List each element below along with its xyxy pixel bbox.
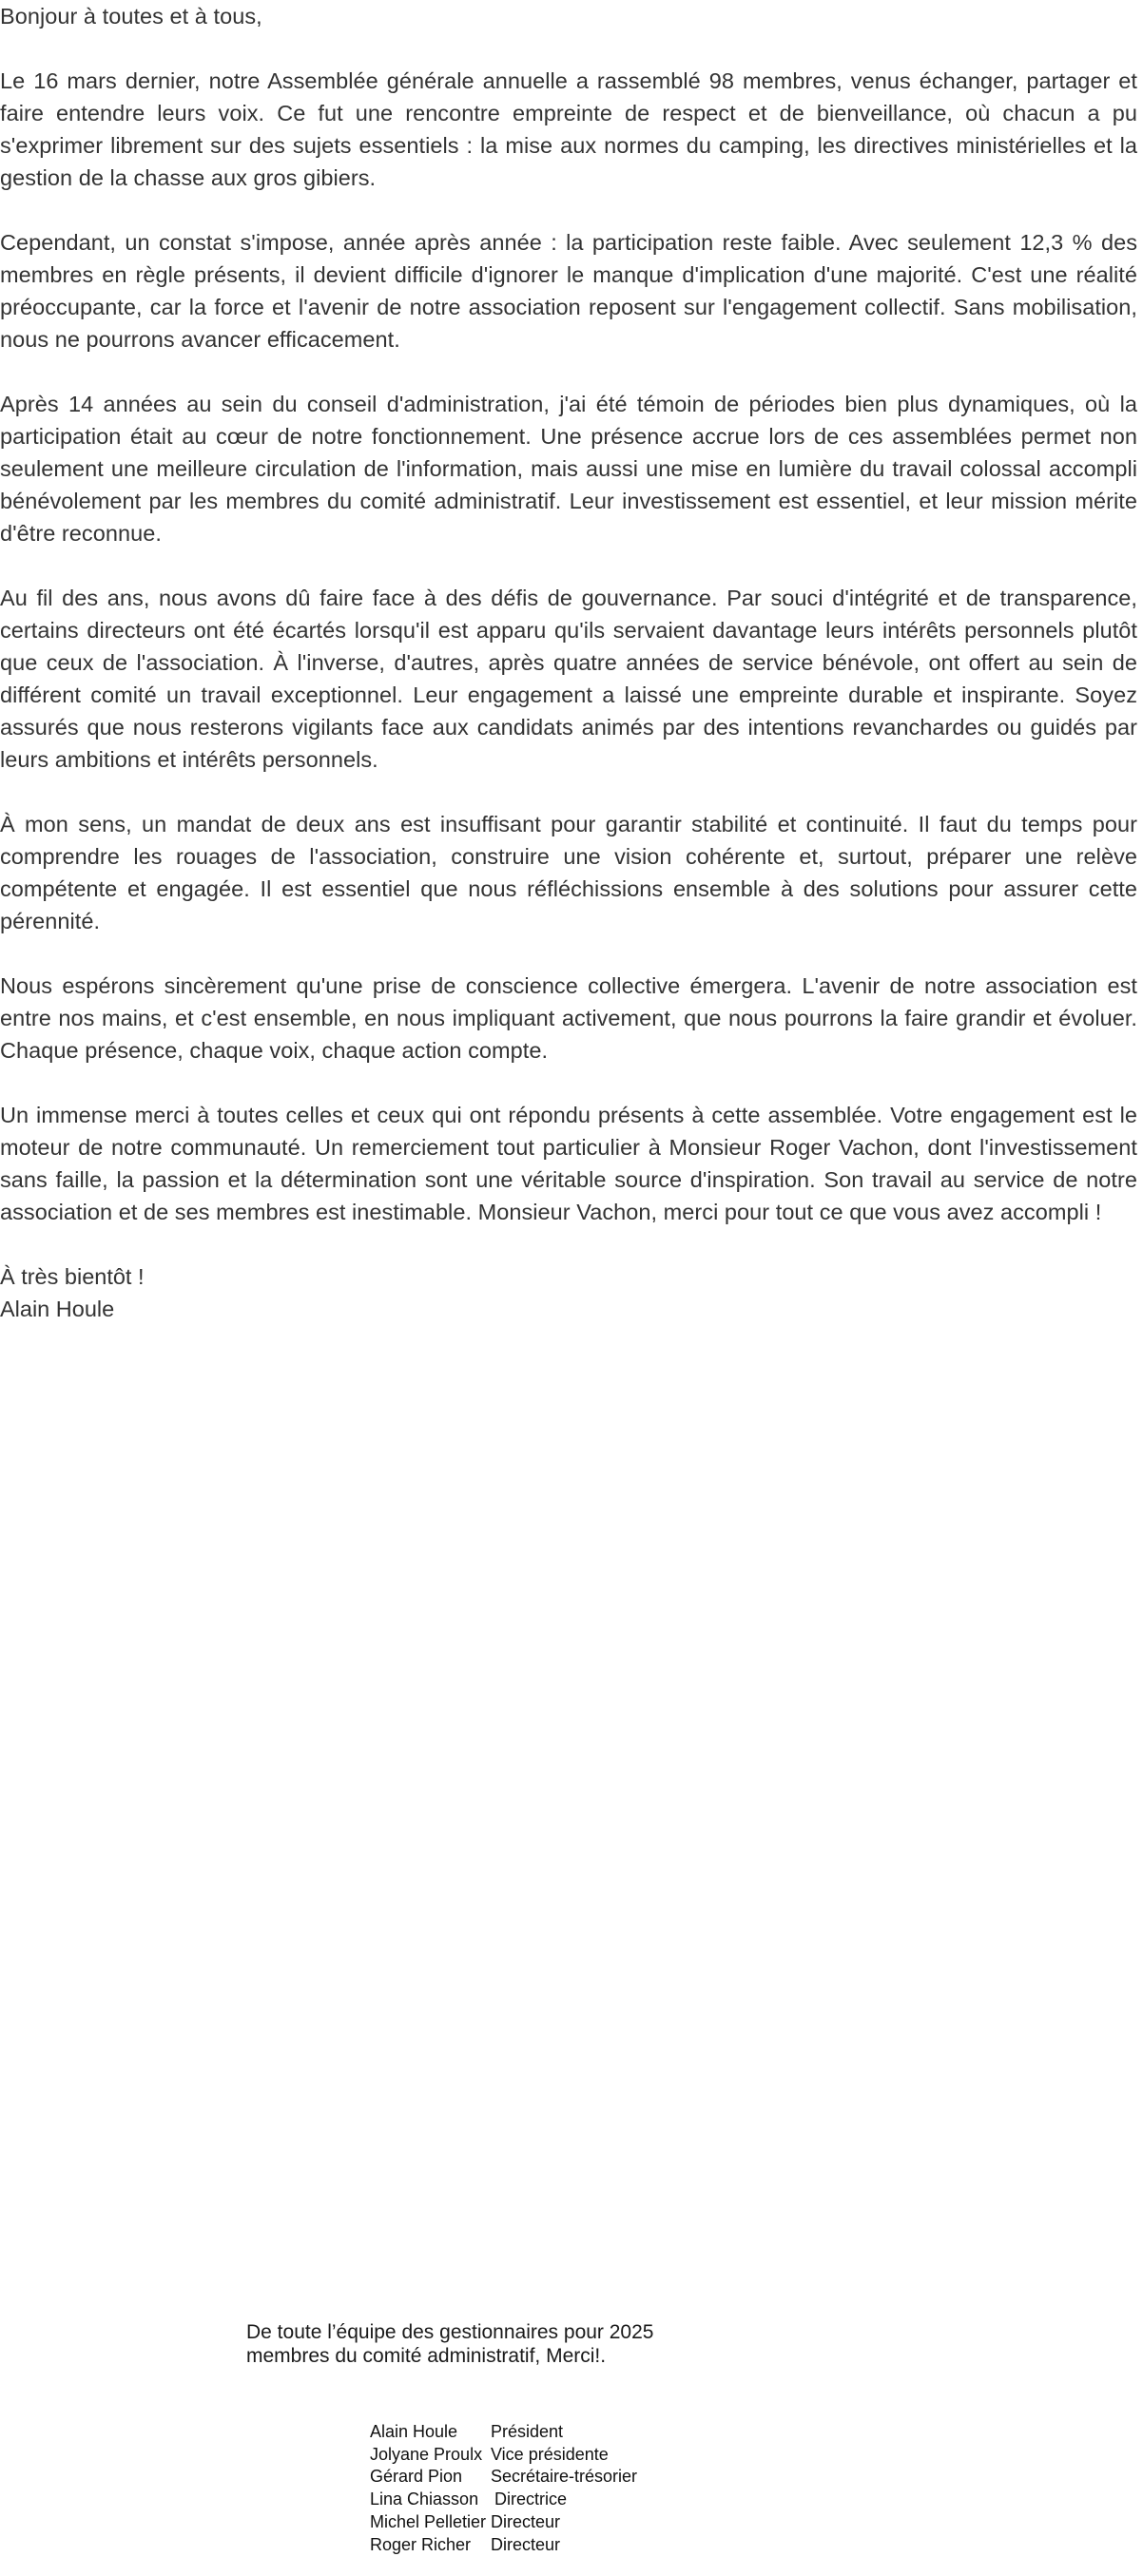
roster-role: Vice présidente [491, 2444, 609, 2464]
paragraph-remerciements: Un immense merci à toutes celles et ceux qui ont répondu présents à cette assemblée. Votre engagement est le moteur de notre communauté. Un remerciement tout particulier à Monsieur Roger Vachon, dont l'investissement sans faille, la passion et la détermination sont une véritable source d'inspiration. Son travail au service de notre association et de ses membres est inestimable. Monsieur Vachon, merci pour tout ce que vous avez accompli ! [0, 1103, 1137, 1224]
greeting-line: Bonjour à toutes et à tous, [0, 4, 262, 29]
table-row [370, 2444, 637, 2467]
table-row [370, 2489, 637, 2511]
table-row [370, 2511, 637, 2534]
roster-name: Roger Richer [370, 2534, 472, 2554]
paragraph-gouvernance: Au fil des ans, nous avons dû faire face à des défis de gouvernance. Par souci d'intégrité et de transparence, certains directeurs ont été écartés lorsqu'il est apparu qu'ils servaient davantage leurs intérêts personnels plutôt que ceux de l'association. À l'inverse, d'autres, après quatre années de service bénévole, ont offert au sein de différent comité un travail exceptionnel. Leur engagement a laissé une empreinte durable et inspirante. Soyez assurés que nous resterons vigilants face aux candidats animés par des intentions revanchardes ou guidés par leurs ambitions et intérêts personnels. [0, 586, 1137, 772]
team-note [246, 2320, 653, 2368]
roster-name: Alain Houle [370, 2422, 458, 2441]
roster-name: Lina Chiasson [370, 2489, 479, 2509]
roster-name: Gérard Pion [370, 2467, 463, 2487]
paragraph-assemblee-generale: Le 16 mars dernier, notre Assemblée générale annuelle a rassemblé 98 membres, venus échanger, partager et faire entendre leurs voix. Ce fut une rencontre empreinte de respect et de bienveillance, où chacun a pu s'exprimer librement sur des sujets essentiels : la mise aux normes du camping, les directives ministérielles et la gestion de la chasse aux gros gibiers. [0, 68, 1137, 190]
roster-role: Directeur [491, 2534, 561, 2554]
roster-role: Secrétaire-trésorier [491, 2467, 638, 2487]
table-row [370, 2466, 637, 2489]
team-note-line-2: membres du comité administratif, Merci!. [246, 2345, 607, 2367]
paragraph-avenir: Nous espérons sincèrement qu'une prise de conscience collective émergera. L'avenir de notre association est entre nos mains, et c'est ensemble, en nous impliquant activement, que nous pourrons la faire grandir et évoluer. Chaque présence, chaque voix, chaque action compte. [0, 973, 1137, 1063]
signoff-block [0, 1260, 1137, 1325]
roster-name: Jolyane Proulx [370, 2444, 483, 2464]
paragraph-mandat: À mon sens, un mandat de deux ans est insuffisant pour garantir stabilité et continuité. Il faut du temps pour comprendre les rouages de l'association, construire une vision cohérente et, surtout, préparer une relève compétente et engagée. Il est essentiel que nous réfléchissions ensemble à des solutions pour assurer cette pérennité. [0, 812, 1137, 933]
committee-roster [370, 2421, 637, 2556]
farewell-line: À très bientôt ! [0, 1264, 145, 1289]
signature-name: Alain Houle [0, 1297, 115, 1321]
roster-role: Président [491, 2422, 564, 2441]
table-row [370, 2421, 637, 2444]
roster-name: Michel Pelletier [370, 2511, 487, 2531]
roster-role: Directrice [494, 2489, 568, 2509]
paragraph-participation: Cependant, un constat s'impose, année après année : la participation reste faible. Avec seulement 12,3 % des membres en règle présents, il devient difficile d'ignorer le manque d'implication d'une majorité. C'est une réalité préoccupante, car la force et l'avenir de notre association reposent sur l'engagement collectif. Sans mobilisation, nous ne pourrons avancer efficacement. [0, 230, 1137, 352]
team-note-line-1: De toute l’équipe des gestionnaires pour 2025 [246, 2321, 654, 2343]
paragraph-conseil-administration: Après 14 années au sein du conseil d'administration, j'ai été témoin de périodes bien plus dynamiques, où la participation était au cœur de notre fonctionnement. Une présence accrue lors de ces assemblées permet non seulement une meilleure circulation de l'information, mais aussi une mise en lumière du travail colossal accompli bénévolement par les membres du comité administratif. Leur investissement est essentiel, et leur mission mérite d'être reconnue. [0, 392, 1137, 546]
table-row [370, 2534, 637, 2557]
roster-role: Directeur [491, 2511, 561, 2531]
